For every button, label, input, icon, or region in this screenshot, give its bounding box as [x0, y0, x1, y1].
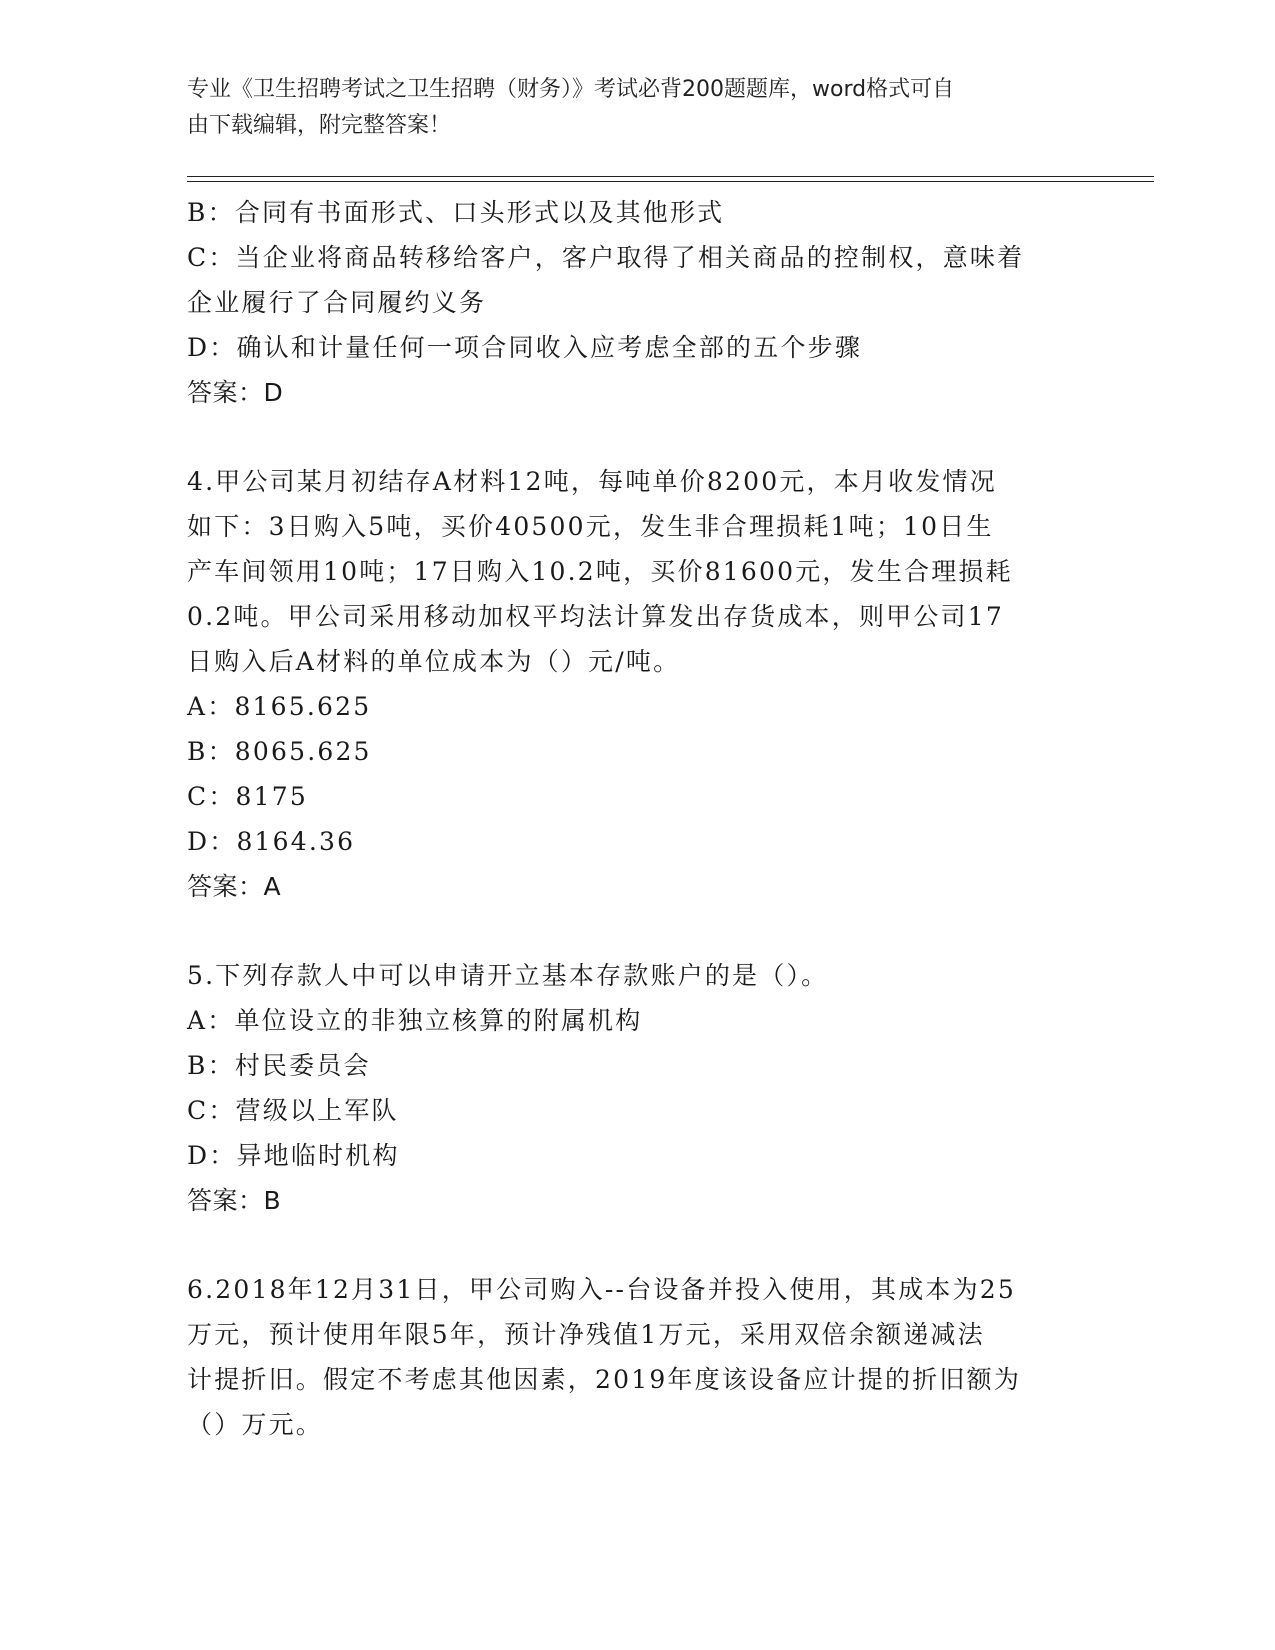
q4-option-d: D：8164.36: [187, 827, 356, 856]
q3-option-b: B：合同有书面形式、口头形式以及其他形式: [187, 198, 725, 227]
q3-answer: 答案：D: [187, 378, 284, 407]
question-3-tail: [187, 190, 1067, 415]
question-4: [187, 459, 1067, 909]
q4-stem-line-4: 0.2吨。甲公司采用移动加权平均法计算发出存货成本，则甲公司17: [187, 602, 1004, 631]
header-line-1: 专业《卫生招聘考试之卫生招聘（财务）》考试必背200题题库，word格式可自: [187, 77, 955, 102]
q5-option-b: B：村民委员会: [187, 1051, 371, 1080]
q6-stem-line-4: （）万元。: [187, 1410, 324, 1439]
q4-stem-line-5: 日购入后A材料的单位成本为（）元/吨。: [187, 647, 681, 676]
q6-stem-line-1: 6.2018年12月31日，甲公司购入--台设备并投入使用，其成本为25: [187, 1275, 1017, 1304]
q4-stem-line-3: 产车间领用10吨；17日购入10.2吨，买价81600元，发生合理损耗: [187, 557, 1013, 586]
q5-option-c: C：营级以上军队: [187, 1096, 399, 1125]
q6-stem-line-3: 计提折旧。假定不考虑其他因素，2019年度该设备应计提的折旧额为: [187, 1365, 1022, 1394]
q6-stem-line-2: 万元，预计使用年限5年，预计净残值1万元，采用双倍余额递减法: [187, 1320, 985, 1349]
q4-answer: 答案：A: [187, 872, 282, 901]
q5-option-d: D：异地临时机构: [187, 1141, 400, 1170]
document-header: [187, 72, 1067, 144]
q4-option-c: C：8175: [187, 782, 308, 811]
q3-option-d: D：确认和计量任何一项合同收入应考虑全部的五个步骤: [187, 333, 863, 362]
q4-option-b: B：8065.625: [187, 737, 372, 766]
q4-stem-line-1: 4.甲公司某月初结存A材料12吨，每吨单价8200元，本月收发情况: [187, 467, 997, 496]
question-6: [187, 1267, 1067, 1447]
q5-option-a: A：单位设立的非独立核算的附属机构: [187, 1006, 643, 1035]
header-divider-top: [187, 176, 1154, 177]
q4-stem-line-2: 如下：3日购入5吨，买价40500元，发生非合理损耗1吨；10日生: [187, 512, 994, 541]
q5-answer: 答案：B: [187, 1186, 282, 1215]
document-body: [187, 190, 1067, 1447]
header-line-2: 由下载编辑，附完整答案！: [187, 113, 452, 138]
q5-stem: 5.下列存款人中可以申请开立基本存款账户的是（）。: [187, 961, 829, 990]
question-5: [187, 953, 1067, 1223]
q4-option-a: A：8165.625: [187, 692, 372, 721]
header-divider-bottom: [187, 181, 1154, 182]
q3-option-c-line-1: C：当企业将商品转移给客户，客户取得了相关商品的控制权，意味着: [187, 243, 1025, 272]
q3-option-c-line-2: 企业履行了合同履约义务: [187, 288, 487, 317]
